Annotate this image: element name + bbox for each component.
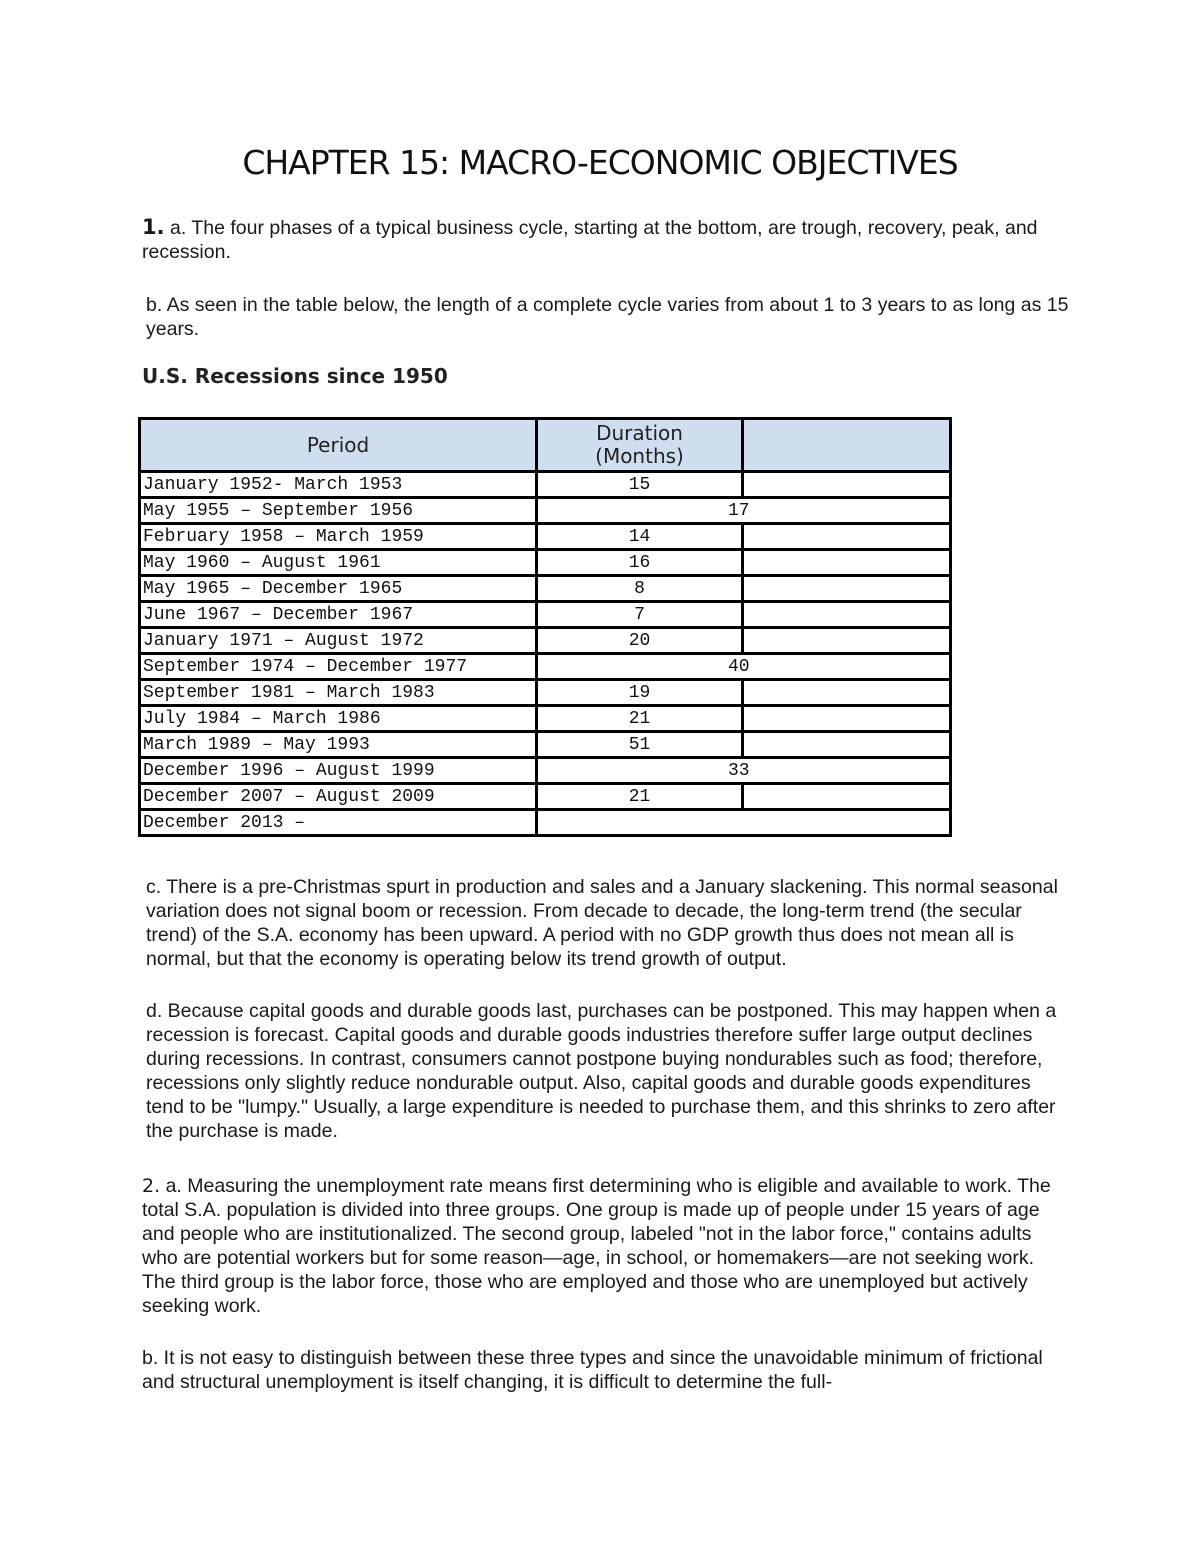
empty-cell [743, 628, 951, 654]
duration-cell: 8 [537, 576, 743, 602]
q1-part-d: d. Because capital goods and durable goods last, purchases can be postponed. This may happen when a recession is forecast. Capital goods and durable goods industries therefore suffer large output declines during recessions. In contrast, consumers cannot postpone buying nondurables such as food; therefore, recessions only slightly reduce nondurable output. Also, capital goods and durable goods expenditures tend to be "lumpy." Usually, a large expenditure is needed to purchase them, and this shrinks to zero after the purchase is made. [146, 1000, 1057, 1142]
period-cell: February 1958 – March 1959 [140, 524, 537, 550]
period-cell: May 1965 – December 1965 [140, 576, 537, 602]
q2-part-b: b. It is not easy to distinguish between these three types and since the unavoidable minimum of frictional and structural unemployment is itself changing, it is difficult to determine the full- [142, 1347, 1043, 1393]
table-row [140, 706, 951, 732]
recessions-table [138, 417, 952, 837]
table-row [140, 810, 951, 836]
table-row [140, 498, 951, 524]
table-row [140, 550, 951, 576]
duration-cell: 20 [537, 628, 743, 654]
header-duration [537, 419, 743, 472]
empty-cell [743, 680, 951, 706]
period-cell: July 1984 – March 1986 [140, 706, 537, 732]
q2-number: 2. [142, 1175, 161, 1197]
empty-cell [743, 576, 951, 602]
chapter-title: CHAPTER 15: MACRO-ECONOMIC OBJECTIVES [242, 143, 958, 182]
duration-cell: 33 [537, 758, 951, 784]
empty-cell [743, 472, 951, 498]
q1-part-c: c. There is a pre-Christmas spurt in production and sales and a January slackening. This normal seasonal variation does not signal boom or recession. From decade to decade, the long-term trend (the secular trend) of the S.A. economy has been upward. A period with no GDP growth thus does not mean all is normal, but that the economy is operating below its trend growth of output. [146, 876, 1058, 970]
q2-part-a [142, 1174, 1067, 1318]
table-row [140, 758, 951, 784]
table-heading: U.S. Recessions since 1950 [142, 364, 448, 388]
period-cell: March 1989 – May 1993 [140, 732, 537, 758]
header-duration-line1: Duration [596, 421, 683, 445]
period-cell: December 2007 – August 2009 [140, 784, 537, 810]
empty-cell [743, 524, 951, 550]
empty-cell [743, 784, 951, 810]
period-cell: September 1974 – December 1977 [140, 654, 537, 680]
period-cell: December 1996 – August 1999 [140, 758, 537, 784]
header-duration-line2: (Months) [595, 444, 684, 468]
table-row [140, 732, 951, 758]
header-empty [743, 419, 951, 472]
duration-cell: 40 [537, 654, 951, 680]
duration-cell: 21 [537, 706, 743, 732]
table-row [140, 628, 951, 654]
q1-a-text: a. The four phases of a typical business cycle, starting at the bottom, are trough, recovery, peak, and recession. [142, 217, 1038, 263]
period-cell: May 1960 – August 1961 [140, 550, 537, 576]
duration-cell: 17 [537, 498, 951, 524]
duration-cell: 7 [537, 602, 743, 628]
empty-cell [743, 706, 951, 732]
duration-cell: 15 [537, 472, 743, 498]
table-row [140, 576, 951, 602]
duration-cell: 21 [537, 784, 743, 810]
q1-part-b: b. As seen in the table below, the length of a complete cycle varies from about 1 to 3 years to as long as 15 years. [146, 294, 1069, 340]
empty-cell [743, 602, 951, 628]
period-cell: May 1955 – September 1956 [140, 498, 537, 524]
duration-cell: 19 [537, 680, 743, 706]
table-row [140, 654, 951, 680]
table-row [140, 680, 951, 706]
q1-number: 1. [142, 215, 165, 239]
period-cell: June 1967 – December 1967 [140, 602, 537, 628]
q2-a-text: a. Measuring the unemployment rate means first determining who is eligible and available to work. The total S.A. population is divided into three groups. One group is made up of people under 15 years of age and people who are institutionalized. The second group, labeled "not in the labor force," contains adults who are potential workers but for some reason—age, in school, or homemakers—are not seeking work. The third group is the labor force, those who are employed and those who are unemployed but actively seeking work. [142, 1175, 1051, 1317]
table-row [140, 472, 951, 498]
period-cell: January 1971 – August 1972 [140, 628, 537, 654]
table-header-row [140, 419, 951, 472]
duration-cell [537, 810, 951, 836]
period-cell: September 1981 – March 1983 [140, 680, 537, 706]
empty-cell [743, 550, 951, 576]
table-row [140, 524, 951, 550]
header-period: Period [140, 419, 537, 472]
q1-part-a [142, 215, 1067, 264]
empty-cell [743, 732, 951, 758]
table-row [140, 602, 951, 628]
duration-cell: 51 [537, 732, 743, 758]
duration-cell: 14 [537, 524, 743, 550]
period-cell: December 2013 – [140, 810, 537, 836]
duration-cell: 16 [537, 550, 743, 576]
table-row [140, 784, 951, 810]
period-cell: January 1952- March 1953 [140, 472, 537, 498]
